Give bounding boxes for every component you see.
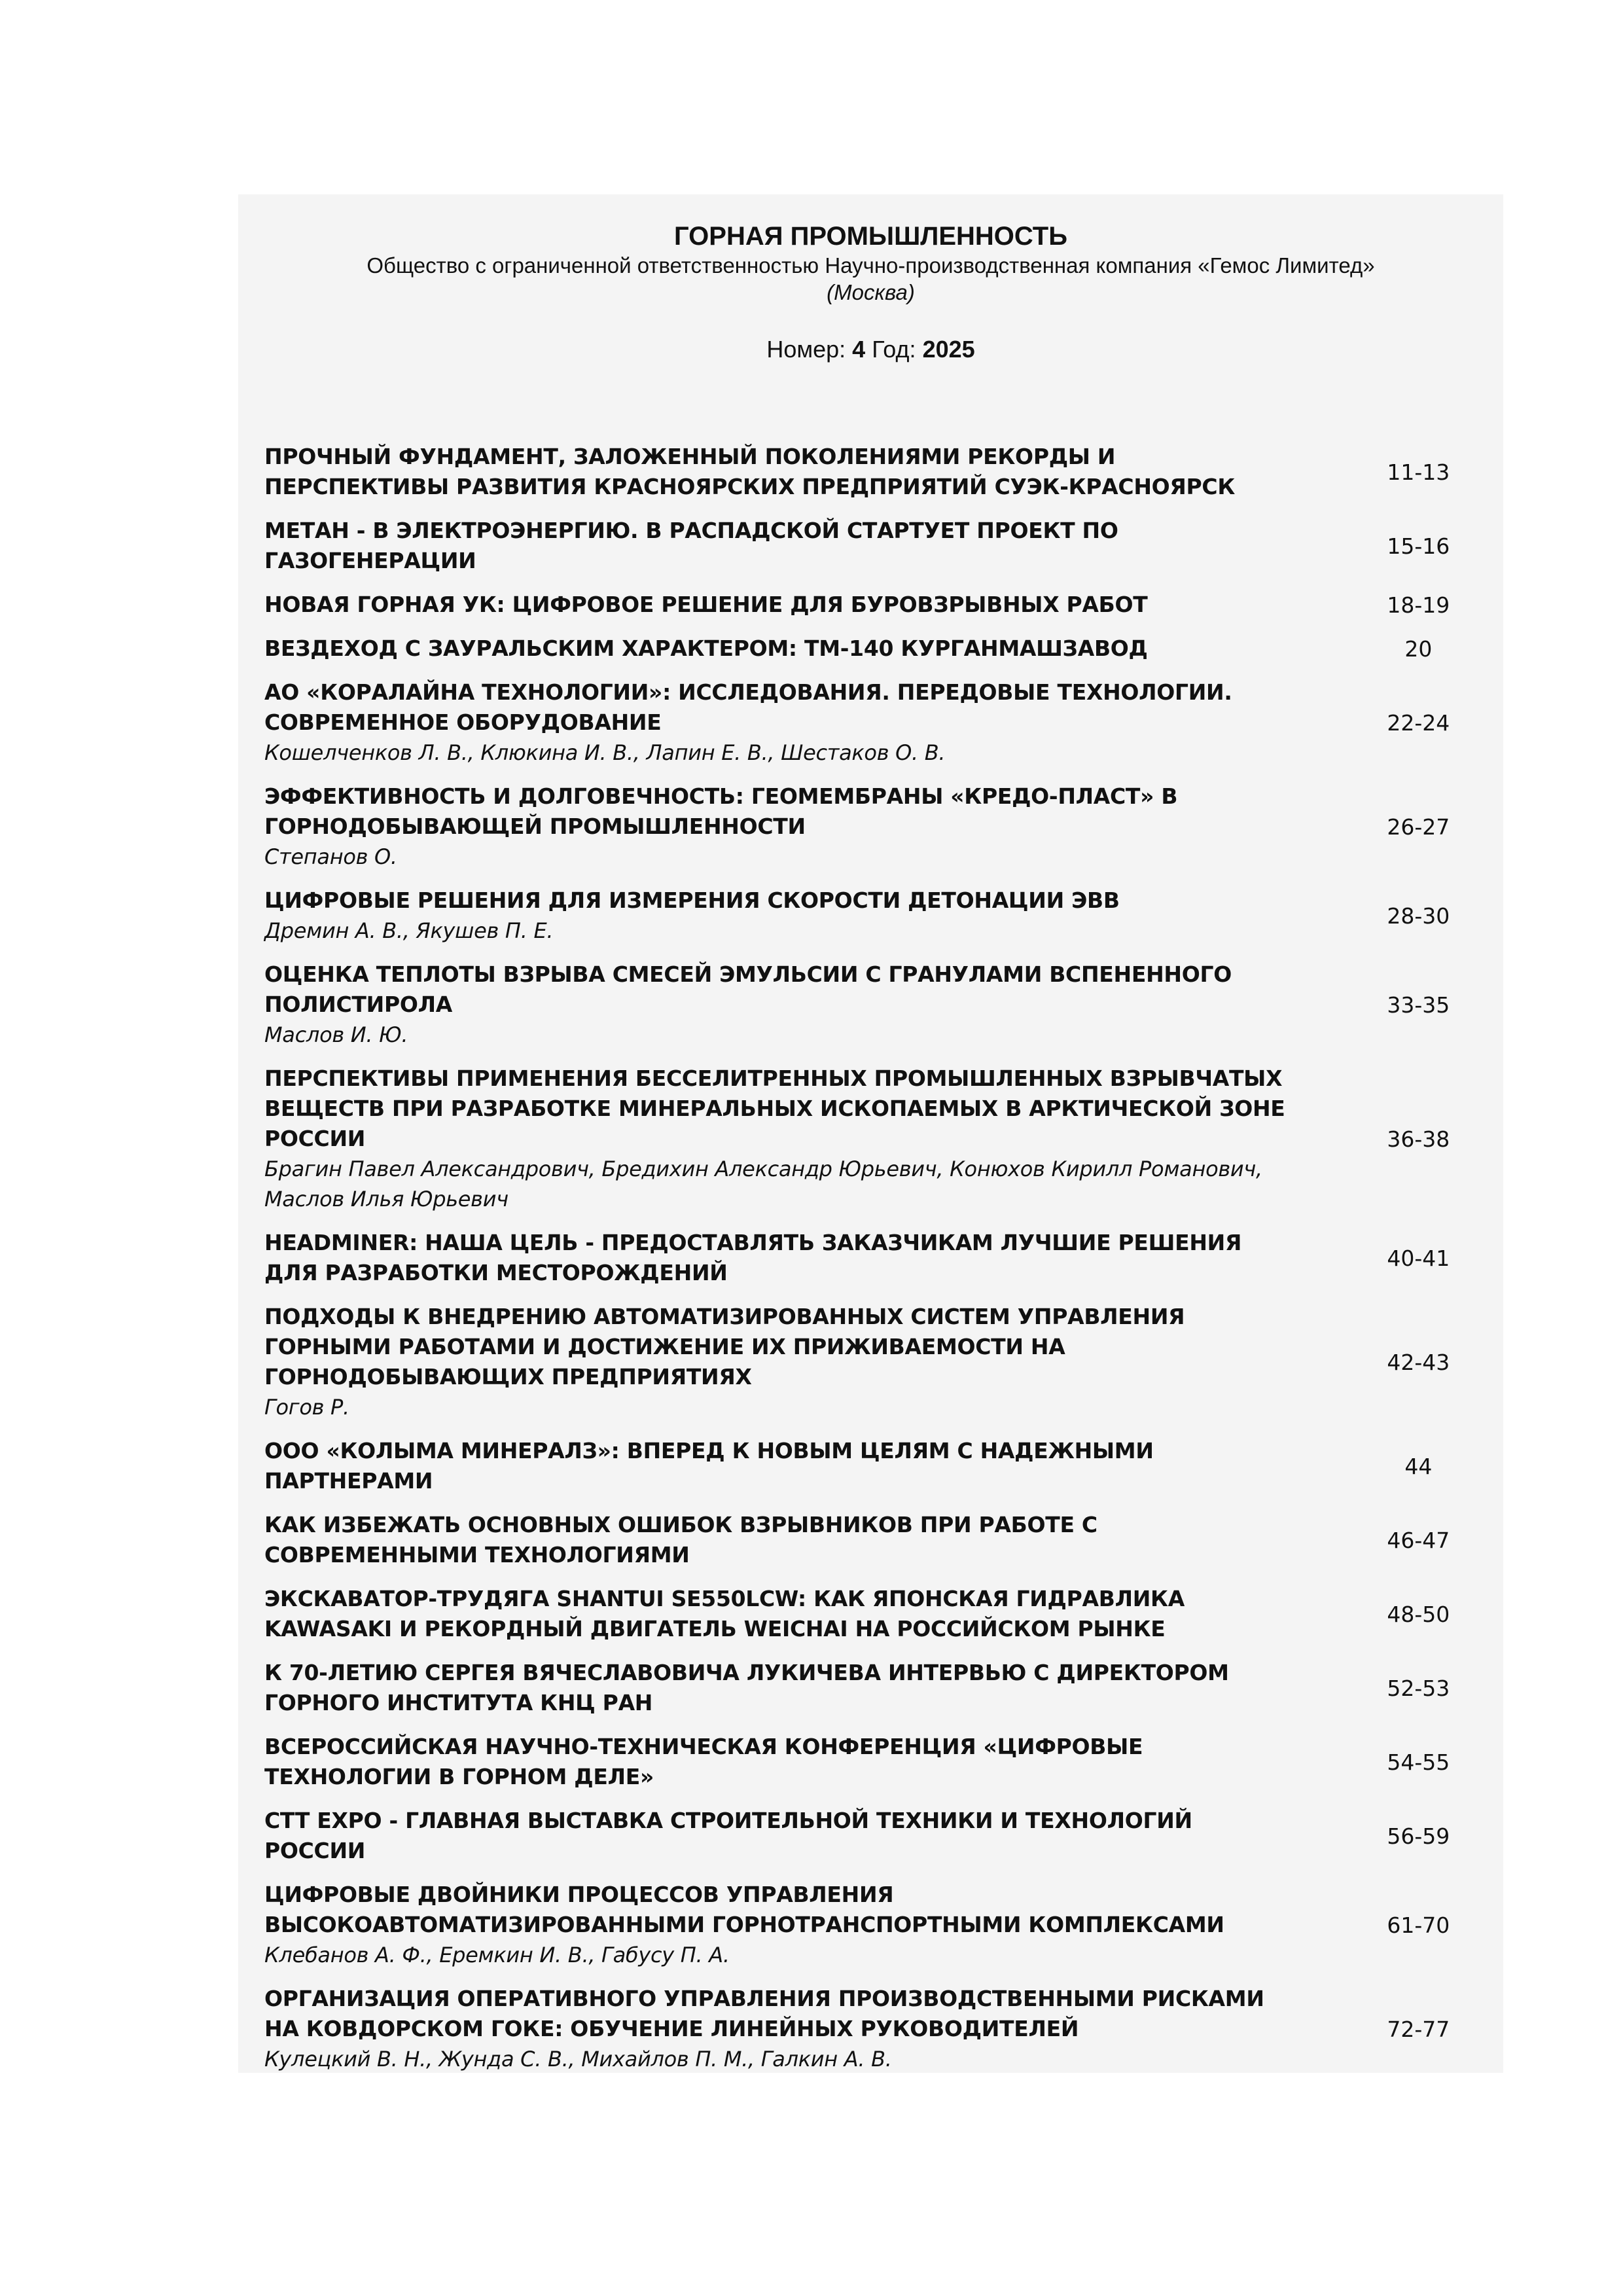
- toc-entry[interactable]: [264, 886, 1477, 946]
- entry-text: [264, 677, 1340, 768]
- entry-text: [264, 1228, 1340, 1288]
- year-value: 2025: [922, 336, 975, 363]
- article-title[interactable]: ВСЕРОССИЙСКАЯ НАУЧНО-ТЕХНИЧЕСКАЯ КОНФЕРЕНЦИЯ «ЦИФРОВЫЕ ТЕХНОЛОГИИ В ГОРНОМ ДЕЛЕ»: [264, 1734, 1143, 1789]
- journal-header: [238, 221, 1503, 363]
- toc-entry[interactable]: [264, 1584, 1477, 1644]
- article-pages: 48-50: [1387, 1601, 1450, 1627]
- toc-entry[interactable]: [264, 634, 1477, 664]
- article-pages: 56-59: [1387, 1823, 1450, 1849]
- article-authors: Маслов И. Ю.: [264, 1022, 408, 1047]
- toc-entry[interactable]: [264, 677, 1477, 768]
- article-pages: 52-53: [1387, 1675, 1450, 1701]
- article-title[interactable]: АО «КОРАЛАЙНА ТЕХНОЛОГИИ»: ИССЛЕДОВАНИЯ. ПЕРЕДОВЫЕ ТЕХНОЛОГИИ. СОВРЕМЕННОЕ ОБОРУДОВАНИЕ: [264, 679, 1232, 735]
- entry-text: [264, 1984, 1340, 2074]
- article-authors: Кулецкий В. Н., Жунда С. В., Михайлов П. М., Галкин А. В.: [264, 2047, 892, 2072]
- journal-title: ГОРНАЯ ПРОМЫШЛЕННОСТЬ: [674, 222, 1067, 251]
- article-title[interactable]: МЕТАН - В ЭЛЕКТРОЭНЕРГИЮ. В РАСПАДСКОЙ СТАРТУЕТ ПРОЕКТ ПО ГАЗОГЕНЕРАЦИИ: [264, 518, 1118, 573]
- toc-entry[interactable]: [264, 960, 1477, 1050]
- toc-entry[interactable]: [264, 1984, 1477, 2074]
- article-pages: 11-13: [1387, 459, 1450, 485]
- article-authors: Степанов О.: [264, 844, 397, 869]
- entry-text: [264, 1436, 1340, 1496]
- article-authors: Клебанов А. Ф., Еремкин И. В., Габусу П. А.: [264, 1943, 730, 1967]
- article-authors: Кошелченков Л. В., Клюкина И. В., Лапин Е. В., Шестаков О. В.: [264, 740, 946, 765]
- toc-entry[interactable]: [264, 1436, 1477, 1496]
- issue-label: Номер:: [766, 336, 846, 363]
- article-title[interactable]: НОВАЯ ГОРНАЯ УК: ЦИФРОВОЕ РЕШЕНИЕ ДЛЯ БУРОВЗРЫВНЫХ РАБОТ: [264, 592, 1148, 617]
- article-title[interactable]: HEADMINER: НАША ЦЕЛЬ - ПРЕДОСТАВЛЯТЬ ЗАКАЗЧИКАМ ЛУЧШИЕ РЕШЕНИЯ ДЛЯ РАЗРАБОТКИ МЕСТОРОЖДЕНИЙ: [264, 1230, 1242, 1285]
- entry-text: [264, 886, 1340, 946]
- toc-entry[interactable]: [264, 516, 1477, 576]
- entry-text: [264, 1584, 1340, 1644]
- article-title[interactable]: ПОДХОДЫ К ВНЕДРЕНИЮ АВТОМАТИЗИРОВАННЫХ СИСТЕМ УПРАВЛЕНИЯ ГОРНЫМИ РАБОТАМИ И ДОСТИЖЕНИЕ ИХ ПРИЖИВАЕМОСТИ НА ГОРНОДОБЫВАЮЩИХ ПРЕДПРИЯТИЯХ: [264, 1304, 1185, 1390]
- article-pages: 18-19: [1387, 592, 1450, 618]
- entry-text: [264, 634, 1340, 664]
- article-title[interactable]: КАК ИЗБЕЖАТЬ ОСНОВНЫХ ОШИБОК ВЗРЫВНИКОВ ПРИ РАБОТЕ С СОВРЕМЕННЫМИ ТЕХНОЛОГИЯМИ: [264, 1512, 1097, 1568]
- article-pages: 33-35: [1387, 992, 1450, 1018]
- article-title[interactable]: CTT EXPO - ГЛАВНАЯ ВЫСТАВКА СТРОИТЕЛЬНОЙ ТЕХНИКИ И ТЕХНОЛОГИЙ РОССИИ: [264, 1808, 1192, 1863]
- article-title[interactable]: ПЕРСПЕКТИВЫ ПРИМЕНЕНИЯ БЕССЕЛИТРЕННЫХ ПРОМЫШЛЕННЫХ ВЗРЫВЧАТЫХ ВЕЩЕСТВ ПРИ РАЗРАБОТКЕ МИНЕРАЛЬНЫХ ИСКОПАЕМЫХ В АРКТИЧЕСКОЙ ЗОНЕ РОССИИ: [264, 1066, 1285, 1151]
- entry-text: [264, 442, 1340, 502]
- article-pages: 44: [1404, 1453, 1433, 1479]
- entry-text: [264, 1658, 1340, 1718]
- article-title[interactable]: ЭФФЕКТИВНОСТЬ И ДОЛГОВЕЧНОСТЬ: ГЕОМЕМБРАНЫ «КРЕДО-ПЛАСТ» В ГОРНОДОБЫВАЮЩЕЙ ПРОМЫШЛЕННОСТИ: [264, 783, 1178, 839]
- article-pages: 36-38: [1387, 1126, 1450, 1152]
- toc-entry[interactable]: [264, 1806, 1477, 1866]
- table-of-contents: [264, 442, 1477, 2088]
- article-pages: 46-47: [1387, 1527, 1450, 1553]
- entry-text: [264, 590, 1340, 620]
- article-title[interactable]: ВЕЗДЕХОД С ЗАУРАЛЬСКИМ ХАРАКТЕРОМ: ТМ-140 КУРГАНМАШЗАВОД: [264, 636, 1148, 661]
- article-pages: 40-41: [1387, 1245, 1450, 1271]
- article-title[interactable]: ЭКСКАВАТОР-ТРУДЯГА SHANTUI SE550LCW: КАК ЯПОНСКАЯ ГИДРАВЛИКА KAWASAKI И РЕКОРДНЫЙ ДВИГАТЕЛЬ WEICHAI НА РОССИЙСКОМ РЫНКЕ: [264, 1586, 1185, 1641]
- toc-entry[interactable]: [264, 1658, 1477, 1718]
- entry-text: [264, 960, 1340, 1050]
- article-authors: Брагин Павел Александрович, Бредихин Александр Юрьевич, Конюхов Кирилл Романович, Маслов Илья Юрьевич: [264, 1157, 1262, 1211]
- entry-text: [264, 1732, 1340, 1792]
- article-title[interactable]: ЦИФРОВЫЕ ДВОЙНИКИ ПРОЦЕССОВ УПРАВЛЕНИЯ ВЫСОКОАВТОМАТИЗИРОВАННЫМИ ГОРНОТРАНСПОРТНЫМИ КОМПЛЕКСАМИ: [264, 1882, 1224, 1937]
- entry-text: [264, 516, 1340, 576]
- article-pages: 26-27: [1387, 814, 1450, 840]
- toc-entry[interactable]: [264, 1732, 1477, 1792]
- article-pages: 20: [1404, 636, 1433, 662]
- article-title[interactable]: ОЦЕНКА ТЕПЛОТЫ ВЗРЫВА СМЕСЕЙ ЭМУЛЬСИИ С ГРАНУЛАМИ ВСПЕНЕННОГО ПОЛИСТИРОЛА: [264, 961, 1232, 1017]
- article-pages: 54-55: [1387, 1749, 1450, 1775]
- entry-text: [264, 781, 1340, 872]
- publisher-name: Общество с ограниченной ответственностью Научно-производственная компания «Гемос Лимитед»: [366, 253, 1375, 278]
- article-title[interactable]: ООО «КОЛЫМА МИНЕРАЛЗ»: ВПЕРЕД К НОВЫМ ЦЕЛЯМ С НАДЕЖНЫМИ ПАРТНЕРАМИ: [264, 1438, 1154, 1494]
- entry-text: [264, 1064, 1340, 1214]
- entry-text: [264, 1880, 1340, 1970]
- article-pages: 22-24: [1387, 709, 1450, 736]
- article-pages: 72-77: [1387, 2016, 1450, 2042]
- article-pages: 15-16: [1387, 533, 1450, 559]
- issue-info: [238, 336, 1503, 363]
- toc-entry[interactable]: [264, 781, 1477, 872]
- year-label: Год:: [872, 336, 916, 363]
- entry-text: [264, 1806, 1340, 1866]
- toc-entry[interactable]: [264, 1302, 1477, 1422]
- entry-text: [264, 1302, 1340, 1422]
- toc-entry[interactable]: [264, 1228, 1477, 1288]
- toc-entry[interactable]: [264, 1880, 1477, 1970]
- article-authors: Гогов Р.: [264, 1395, 349, 1420]
- toc-entry[interactable]: [264, 590, 1477, 620]
- article-title[interactable]: ОРГАНИЗАЦИЯ ОПЕРАТИВНОГО УПРАВЛЕНИЯ ПРОИЗВОДСТВЕННЫМИ РИСКАМИ НА КОВДОРСКОМ ГОКЕ: ОБУЧЕНИЕ ЛИНЕЙНЫХ РУКОВОДИТЕЛЕЙ: [264, 1986, 1264, 2041]
- article-pages: 61-70: [1387, 1912, 1450, 1938]
- toc-entry[interactable]: [264, 1064, 1477, 1214]
- toc-sheet: [238, 194, 1503, 2073]
- article-authors: Дремин А. В., Якушев П. Е.: [264, 918, 554, 943]
- publisher-city: (Москва): [827, 280, 915, 304]
- article-title[interactable]: ПРОЧНЫЙ ФУНДАМЕНТ, ЗАЛОЖЕННЫЙ ПОКОЛЕНИЯМИ РЕКОРДЫ И ПЕРСПЕКТИВЫ РАЗВИТИЯ КРАСНОЯРСКИХ ПРЕДПРИЯТИЙ СУЭК-КРАСНОЯРСК: [264, 444, 1235, 499]
- article-pages: 42-43: [1387, 1349, 1450, 1375]
- article-title[interactable]: ЦИФРОВЫЕ РЕШЕНИЯ ДЛЯ ИЗМЕРЕНИЯ СКОРОСТИ ДЕТОНАЦИИ ЭВВ: [264, 888, 1120, 913]
- toc-entry[interactable]: [264, 1510, 1477, 1570]
- article-pages: 28-30: [1387, 903, 1450, 929]
- toc-entry[interactable]: [264, 442, 1477, 502]
- issue-number: 4: [852, 336, 866, 363]
- article-title[interactable]: К 70-ЛЕТИЮ СЕРГЕЯ ВЯЧЕСЛАВОВИЧА ЛУКИЧЕВА ИНТЕРВЬЮ С ДИРЕКТОРОМ ГОРНОГО ИНСТИТУТА КНЦ РАН: [264, 1660, 1229, 1715]
- entry-text: [264, 1510, 1340, 1570]
